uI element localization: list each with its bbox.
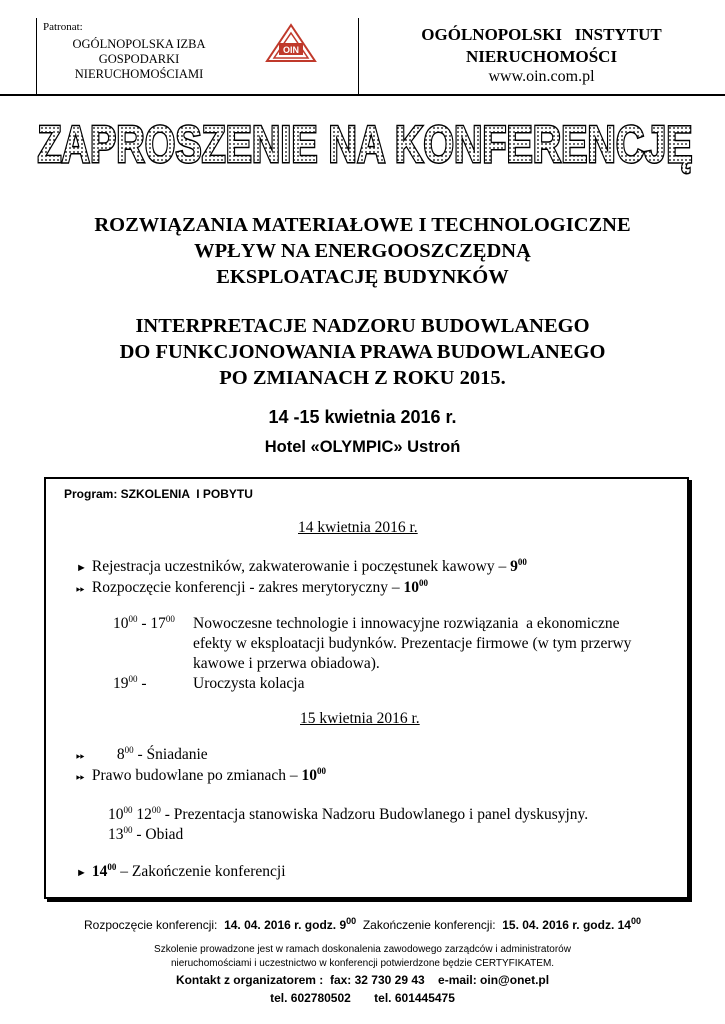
conference-venue: Hotel «OLYMPIC» Ustroń [264,438,461,456]
agenda-item-registration: ► Rejestracja uczestników, zakwaterowanie i poczęstunek kawowy – $9^{00}$ [76,557,527,578]
oin-logo [265,23,317,63]
patron-organization: OGÓLNOPOLSKA IZBA GOSPODARKI NIERUCHOMOŚCIAMI [72,37,206,81]
footer-certificate-note: Szkolenie prowadzone jest w ramach doskonalenia zawodowego zarządców i administratorów nieruchomościami i uczestnictwo w konferencji potwierdzone będzie CERTYFIKATEM. [154,944,571,969]
header-divider-left [36,18,37,94]
agenda-item-start: ⏩︎ Rozpoczęcie konferencji - zakres merytoryczny – $10^{00}$ [76,578,428,599]
arrow-right-icon: ► [76,867,87,879]
arrow-right-icon: ► [76,562,87,574]
agenda-dinner-label: Uroczysta kolacja [193,675,305,692]
patron-label: Patronat: [43,21,83,33]
day1-heading: 14 kwietnia 2016 r. [298,519,418,536]
agenda-item-law: ⏩︎ Prawo budowlane po zmianach – $10^{00}$ [76,766,326,787]
institute-website[interactable]: www.oin.com.pl [488,68,595,85]
agenda-block-description: Nowoczesne technologie i innowacyjne rozwiązania a ekonomiczne efekty w eksploatacji budynków. Prezentacje firmowe (w tym przerwy kawowe i przerwa obiadowa). [193,615,632,672]
header-rule [0,94,725,96]
footer-schedule: Rozpoczęcie konferencji: 14. 04. 2016 r. godz. $9^{00}$ Zakończenie konferencji: 15. 04. 2016 r. godz. $14^{00}$ [83,916,641,932]
program-title: Program: SZKOLENIA I POBYTU [64,487,253,501]
invitation-banner [20,110,710,180]
conference-dates: 14 -15 kwietnia 2016 r. [268,407,457,427]
agenda-item-end: ► $14^{00}$ – Zakończenie konferencji [76,862,286,883]
double-arrow-icon: ⏩︎ [76,583,85,595]
agenda-item-breakfast: ⏩︎ $8^{00}$ - Śniadanie [76,745,208,766]
agenda-dinner-time: $19^{00}$ - [113,673,147,692]
double-arrow-icon: ⏩︎ [76,750,85,762]
footer-phones: tel. 602780502 tel. 601445475 [270,991,455,1005]
day2-heading: 15 kwietnia 2016 r. [300,710,420,727]
banner-text: ZAPROSZENIE NA KONFERENCJĘ [37,116,693,174]
conference-topic-1: ROZWIĄZANIA MATERIAŁOWE I TECHNOLOGICZNE WPŁYW NA ENERGOOSZCZĘDNĄ EKSPLOATACJĘ BUDYNKÓW [94,214,631,288]
footer-contact: Kontakt z organizatorem : fax: 32 730 29 43 e-mail: oin@onet.pl [175,973,550,987]
double-arrow-icon: ⏩︎ [76,771,85,783]
institute-name: OGÓLNOPOLSKI INSTYTUT NIERUCHOMOŚCI [421,25,662,66]
logo-text: OIN [282,45,300,55]
agenda-block-time: $10^{00} - 17^{00}$ [113,613,175,632]
agenda-item-presentation: $10^{00}$ $12^{00}$ - Prezentacja stanowiska Nadzoru Budowlanego i panel dyskusyjny. [108,804,589,823]
agenda-item-lunch: $13^{00}$ - Obiad [108,824,184,843]
conference-topic-2: INTERPRETACJE NADZORU BUDOWLANEGO DO FUNKCJONOWANIA PRAWA BUDOWLANEGO PO ZMIANACH Z ROKU 2015. [119,315,606,389]
